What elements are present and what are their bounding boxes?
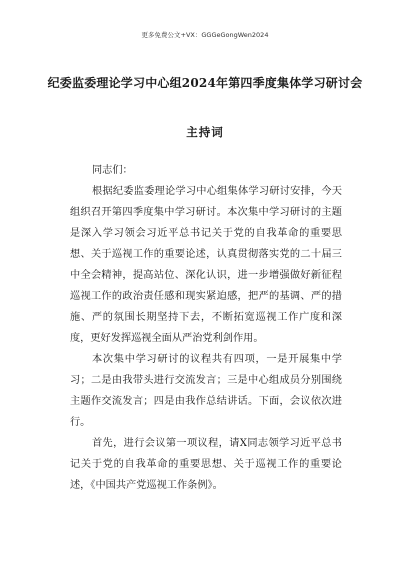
document-body (70, 160, 342, 496)
greeting: 同志们： (92, 165, 133, 176)
header-note: 更多免费公文+VX：GGGeGongWen2024 (141, 31, 269, 39)
paragraph: 本次集中学习研讨的议程共有四项，一是开展集中学习；二是由我带头进行交流发言；三是中心组成员分别围绕主题作交流发言；四是由我作总结讲话。下面，会议依次进行。 (70, 354, 342, 428)
paragraph: 根据纪委监委理论学习中心组集体学习研讨安排，今天组织召开第四季度集中学习研讨。本次集中学习研讨的主题是深入学习领会习近平总书记关于党的自我革命的重要思想、关于巡视工作的重要论述，认真贯彻落实党的二十届三中全会精神，提高站位、深化认识，进一步增强做好新征程巡视工作的政治责任感和现实紧迫感，把严的基调、严的措施、严的氛围长期坚持下去，不断拓宽巡视工作广度和深度，更好发挥巡视全面从严治党利剑作用。 (70, 186, 342, 344)
document-subtitle: 主持词 (186, 125, 224, 139)
document-title: 纪委监委理论学习中心组2024年第四季度集体学习研讨会 (47, 76, 363, 90)
paragraph: 首先，进行会议第一项议程，请X同志领学习近平总书记关于党的自我革命的重要思想、关于巡视工作的重要论述，《中国共产党巡视工作条例》。 (70, 438, 342, 491)
